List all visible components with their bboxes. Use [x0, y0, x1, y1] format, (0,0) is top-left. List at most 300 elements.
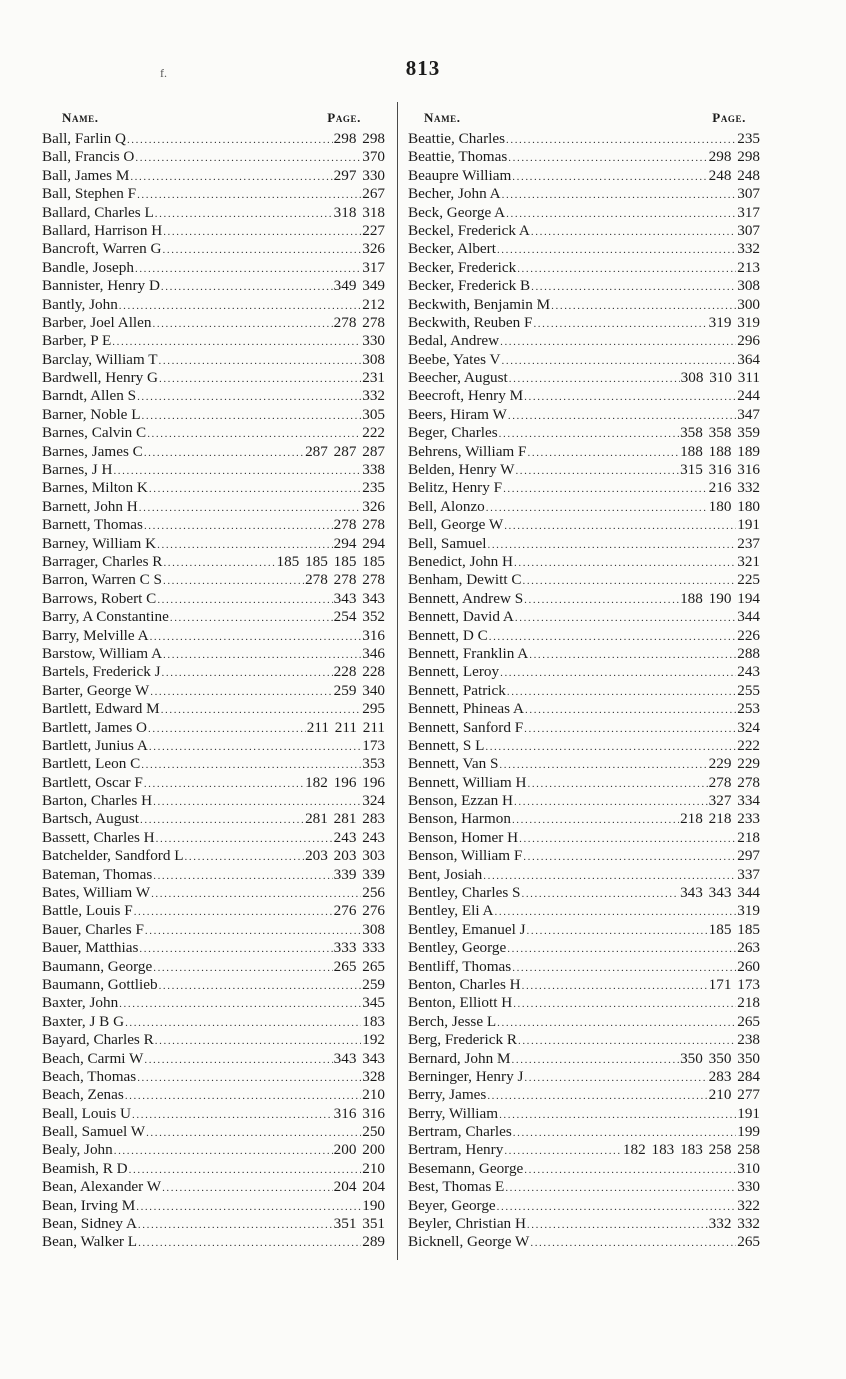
- index-entry: [42, 553, 385, 571]
- entry-pages: 330: [737, 1178, 760, 1196]
- dot-leader: [497, 1198, 737, 1216]
- dot-leader: [148, 720, 306, 738]
- index-entry: [42, 829, 385, 847]
- entry-name: Benham, Dewitt C: [408, 571, 522, 589]
- dot-leader: [162, 664, 333, 682]
- entry-pages: 346: [362, 644, 385, 662]
- entry-name: Belden, Henry W: [408, 461, 515, 479]
- entry-name: Bennett, Leroy: [408, 663, 500, 681]
- dot-leader: [135, 260, 361, 278]
- entry-name: Barclay, William T: [42, 350, 158, 368]
- index-entry: [408, 792, 760, 810]
- index-entry: [42, 314, 385, 332]
- dot-leader: [486, 499, 708, 517]
- dot-leader: [153, 867, 332, 885]
- dot-leader: [485, 738, 736, 756]
- entry-name: Beall, Samuel W: [42, 1123, 146, 1141]
- entry-pages: 238: [737, 1031, 760, 1049]
- column-divider: [397, 102, 398, 1260]
- index-column-left: [42, 104, 385, 1252]
- entry-pages: 294 294: [333, 534, 385, 552]
- entry-pages: 185 185: [708, 920, 760, 938]
- index-entry: [408, 645, 760, 663]
- entry-name: Bartels, Frederick J: [42, 663, 161, 681]
- entry-name: Beattie, Thomas: [408, 148, 508, 166]
- dot-leader: [503, 480, 708, 498]
- index-entry: [408, 810, 760, 828]
- dot-leader: [163, 241, 362, 259]
- entry-name: Ball, Francis O: [42, 148, 135, 166]
- index-entry: [408, 387, 760, 405]
- index-entry: [42, 939, 385, 957]
- index-entry: [408, 535, 760, 553]
- dot-leader: [163, 554, 275, 572]
- index-entry: [42, 700, 385, 718]
- entry-name: Becker, Albert: [408, 240, 496, 258]
- dot-leader: [509, 370, 680, 388]
- entry-name: Barnes, Calvin C: [42, 424, 147, 442]
- entry-pages: 253: [737, 700, 760, 718]
- entry-name: Berninger, Henry J: [408, 1067, 524, 1085]
- dot-leader: [139, 940, 332, 958]
- index-entries-left: [42, 130, 385, 1252]
- index-entry: [408, 939, 760, 957]
- index-entry: [408, 682, 760, 700]
- entry-name: Ball, Farlin Q: [42, 130, 126, 147]
- dot-leader: [125, 1087, 361, 1105]
- dot-leader: [119, 297, 361, 315]
- entry-pages: 191: [737, 1104, 760, 1122]
- index-entry: [408, 902, 760, 920]
- entry-name: Beecher, August: [408, 369, 508, 387]
- entry-name: Barry, A Constantine: [42, 608, 169, 626]
- index-entry: [42, 1215, 385, 1233]
- entry-pages: 276 276: [333, 902, 385, 920]
- entry-pages: 226: [737, 626, 760, 644]
- index-entry: [408, 369, 760, 387]
- dot-leader: [499, 1106, 736, 1124]
- entry-pages: 218 218 233: [680, 810, 760, 828]
- entry-pages: 288: [737, 644, 760, 662]
- dot-leader: [512, 168, 707, 186]
- entry-pages: 370: [362, 148, 385, 166]
- dot-leader: [132, 1106, 333, 1124]
- index-entries-right: [408, 130, 760, 1252]
- entry-pages: 321: [737, 552, 760, 570]
- index-column-right: [408, 104, 760, 1252]
- index-entry: [408, 737, 760, 755]
- entry-pages: 225: [737, 571, 760, 589]
- entry-name: Bertram, Henry: [408, 1141, 504, 1159]
- entry-pages: 350 350 350: [680, 1049, 760, 1067]
- dot-leader: [155, 205, 333, 223]
- entry-name: Baxter, J B G: [42, 1012, 125, 1030]
- dot-leader: [487, 1087, 707, 1105]
- dot-leader: [521, 885, 679, 903]
- entry-pages: 307: [737, 221, 760, 239]
- entry-pages: 212: [362, 295, 385, 313]
- index-entry: [42, 369, 385, 387]
- entry-name: Bates, William W: [42, 884, 151, 902]
- entry-name: Benton, Charles H: [408, 975, 521, 993]
- entry-name: Behrens, William F: [408, 442, 527, 460]
- dot-leader: [513, 1124, 736, 1142]
- entry-name: Beecroft, Henry M: [408, 387, 524, 405]
- index-entry: [408, 1233, 760, 1251]
- entry-pages: 317: [362, 258, 385, 276]
- entry-pages: 265 265: [333, 957, 385, 975]
- dot-leader: [551, 297, 736, 315]
- column-header-name: Name.: [424, 110, 461, 125]
- index-entry: [408, 663, 760, 681]
- entry-name: Becher, John A: [408, 185, 501, 203]
- entry-name: Ball, Stephen F: [42, 185, 137, 203]
- dot-leader: [518, 1032, 736, 1050]
- entry-name: Baumann, George: [42, 957, 153, 975]
- index-entry: [408, 185, 760, 203]
- entry-name: Bassett, Charles H: [42, 828, 155, 846]
- entry-name: Bean, Walker L: [42, 1233, 138, 1251]
- index-entry: [42, 204, 385, 222]
- entry-name: Beattie, Charles: [408, 130, 505, 147]
- dot-leader: [506, 131, 736, 149]
- dot-leader: [489, 628, 736, 646]
- dot-leader: [512, 959, 736, 977]
- dot-leader: [522, 572, 736, 590]
- entry-name: Bennett, William H: [408, 773, 527, 791]
- entry-pages: 278 278: [333, 313, 385, 331]
- dot-leader: [530, 1234, 736, 1252]
- dot-leader: [527, 922, 708, 940]
- index-entry: [42, 1160, 385, 1178]
- entry-name: Bentliff, Thomas: [408, 957, 512, 975]
- entry-name: Barry, Melville A: [42, 626, 149, 644]
- entry-pages: 204 204: [333, 1178, 385, 1196]
- entry-pages: 222: [362, 424, 385, 442]
- index-entry: [42, 608, 385, 626]
- entry-pages: 200 200: [333, 1141, 385, 1159]
- entry-pages: 259: [362, 975, 385, 993]
- entry-pages: 333 333: [333, 939, 385, 957]
- dot-leader: [513, 995, 736, 1013]
- index-entry: [42, 810, 385, 828]
- entry-pages: 213: [737, 258, 760, 276]
- entry-pages: 345: [362, 994, 385, 1012]
- entry-pages: 278 278: [333, 516, 385, 534]
- index-entry: [408, 719, 760, 737]
- entry-name: Bentley, Eli A: [408, 902, 494, 920]
- index-entry: [42, 1123, 385, 1141]
- entry-pages: 328: [362, 1067, 385, 1085]
- entry-name: Berch, Jesse L: [408, 1012, 497, 1030]
- stray-mark: f.: [160, 66, 167, 80]
- index-entry: [42, 719, 385, 737]
- entry-name: Bentley, Emanuel J: [408, 920, 526, 938]
- entry-pages: 322: [737, 1196, 760, 1214]
- entry-pages: 324: [362, 792, 385, 810]
- column-header: [408, 104, 760, 126]
- index-entry: [42, 424, 385, 442]
- dot-leader: [495, 903, 737, 921]
- entry-pages: 211 211 211: [306, 718, 385, 736]
- dot-leader: [149, 480, 361, 498]
- entry-name: Belitz, Henry F: [408, 479, 503, 497]
- entry-name: Bardwell, Henry G: [42, 369, 158, 387]
- entry-pages: 308: [362, 350, 385, 368]
- index-entry: [408, 1068, 760, 1086]
- index-entry: [42, 1197, 385, 1215]
- entry-name: Barnes, James C: [42, 442, 143, 460]
- dot-leader: [483, 867, 736, 885]
- index-entry: [408, 1105, 760, 1123]
- index-entry: [42, 958, 385, 976]
- dot-leader: [529, 646, 736, 664]
- dot-leader: [524, 388, 736, 406]
- index-entry: [42, 185, 385, 203]
- dot-leader: [138, 1234, 361, 1252]
- entry-pages: 298 298: [333, 130, 385, 147]
- entry-pages: 343 343: [333, 1049, 385, 1067]
- entry-name: Bennett, Phineas A: [408, 700, 525, 718]
- entry-pages: 317: [737, 203, 760, 221]
- entry-pages: 289: [362, 1233, 385, 1251]
- index-entry: [408, 1050, 760, 1068]
- entry-name: Bartsch, August: [42, 810, 140, 828]
- entry-name: Becker, Frederick B: [408, 277, 531, 295]
- dot-leader: [512, 1051, 680, 1069]
- dot-leader: [531, 278, 736, 296]
- index-entry: [42, 1031, 385, 1049]
- entry-name: Bennett, Andrew S: [408, 589, 524, 607]
- entry-name: Barron, Warren C S: [42, 571, 162, 589]
- index-entry: [42, 516, 385, 534]
- entry-pages: 173: [362, 736, 385, 754]
- index-entry: [408, 1160, 760, 1178]
- entry-pages: 237: [737, 534, 760, 552]
- entry-pages: 326: [362, 497, 385, 515]
- dot-leader: [502, 186, 737, 204]
- entry-pages: 182 196 196: [305, 773, 385, 791]
- entry-pages: 180 180: [708, 497, 760, 515]
- index-entry: [408, 755, 760, 773]
- entry-name: Bartlett, Junius A: [42, 736, 148, 754]
- entry-name: Bean, Alexander W: [42, 1178, 162, 1196]
- entry-name: Barrager, Charles R: [42, 552, 163, 570]
- dot-leader: [487, 536, 736, 554]
- dot-leader: [134, 903, 333, 921]
- index-entry: [42, 994, 385, 1012]
- entry-pages: 227: [362, 221, 385, 239]
- entry-name: Beck, George A: [408, 203, 506, 221]
- dot-leader: [506, 205, 736, 223]
- entry-pages: 235: [362, 479, 385, 497]
- index-entry: [408, 884, 760, 902]
- entry-pages: 244: [737, 387, 760, 405]
- dot-leader: [170, 609, 333, 627]
- entry-name: Bannister, Henry D: [42, 277, 160, 295]
- entry-name: Bennett, Franklin A: [408, 644, 529, 662]
- dot-leader: [507, 940, 736, 958]
- dot-leader: [135, 149, 361, 167]
- dot-leader: [161, 278, 333, 296]
- entry-name: Ballard, Harrison H: [42, 221, 163, 239]
- index-entry: [408, 240, 760, 258]
- entry-name: Bennett, Patrick: [408, 681, 506, 699]
- entry-name: Bell, Alonzo: [408, 497, 485, 515]
- index-entry: [42, 259, 385, 277]
- dot-leader: [161, 701, 362, 719]
- dot-leader: [497, 241, 736, 259]
- entry-pages: 358 358 359: [680, 424, 760, 442]
- index-entry: [408, 351, 760, 369]
- index-entry: [408, 148, 760, 166]
- entry-pages: 297: [737, 847, 760, 865]
- entry-name: Beall, Louis U: [42, 1104, 132, 1122]
- entry-name: Beckwith, Reuben F: [408, 313, 533, 331]
- entry-pages: 318 318: [333, 203, 385, 221]
- entry-name: Berg, Frederick R: [408, 1031, 517, 1049]
- entry-pages: 283 284: [708, 1067, 760, 1085]
- entry-pages: 263: [737, 939, 760, 957]
- entry-pages: 337: [737, 865, 760, 883]
- index-entry: [408, 608, 760, 626]
- entry-name: Bartlett, Leon C: [42, 755, 141, 773]
- dot-leader: [159, 977, 362, 995]
- entry-pages: 281 281 283: [305, 810, 385, 828]
- index-entry: [408, 296, 760, 314]
- entry-name: Bennett, D C: [408, 626, 488, 644]
- entry-name: Beyler, Christian H: [408, 1215, 526, 1233]
- entry-name: Bantly, John: [42, 295, 118, 313]
- dot-leader: [151, 885, 361, 903]
- index-entry: [408, 994, 760, 1012]
- dot-leader: [142, 407, 362, 425]
- index-entry: [408, 443, 760, 461]
- index-entry: [42, 443, 385, 461]
- entry-name: Beyer, George: [408, 1196, 496, 1214]
- index-entry: [42, 1105, 385, 1123]
- entry-pages: 188 190 194: [680, 589, 760, 607]
- entry-pages: 319 319: [708, 313, 760, 331]
- dot-leader: [144, 517, 333, 535]
- index-entry: [408, 516, 760, 534]
- index-entry: [42, 682, 385, 700]
- dot-leader: [508, 149, 707, 167]
- dot-leader: [156, 830, 333, 848]
- entry-pages: 332: [737, 240, 760, 258]
- entry-pages: 307: [737, 185, 760, 203]
- entry-name: Bennett, Sanford F: [408, 718, 524, 736]
- entry-name: Becker, Frederick: [408, 258, 517, 276]
- entry-pages: 203 203 303: [305, 847, 385, 865]
- entry-name: Bent, Josiah: [408, 865, 483, 883]
- entry-pages: 353: [362, 755, 385, 773]
- entry-pages: 171 173: [708, 975, 760, 993]
- dot-leader: [139, 499, 361, 517]
- dot-leader: [522, 977, 708, 995]
- entry-pages: 190: [362, 1196, 385, 1214]
- entry-name: Battle, Louis F: [42, 902, 133, 920]
- index-entry: [42, 627, 385, 645]
- index-entry: [42, 1068, 385, 1086]
- entry-pages: 316 316: [333, 1104, 385, 1122]
- entry-pages: 364: [737, 350, 760, 368]
- entry-pages: 183: [362, 1012, 385, 1030]
- index-entry: [42, 277, 385, 295]
- entry-pages: 327 334: [708, 792, 760, 810]
- entry-pages: 310: [737, 1159, 760, 1177]
- entry-pages: 278 278: [708, 773, 760, 791]
- entry-pages: 210: [362, 1086, 385, 1104]
- dot-leader: [146, 1124, 361, 1142]
- entry-name: Beach, Carmi W: [42, 1049, 144, 1067]
- dot-leader: [531, 223, 736, 241]
- entry-name: Beamish, R D: [42, 1159, 128, 1177]
- index-entry: [408, 627, 760, 645]
- index-entry: [408, 847, 760, 865]
- entry-name: Ballard, Charles L: [42, 203, 154, 221]
- entry-pages: 222: [737, 736, 760, 754]
- index-entry: [42, 387, 385, 405]
- dot-leader: [523, 848, 736, 866]
- index-entry: [42, 737, 385, 755]
- entry-name: Barnett, Thomas: [42, 516, 143, 534]
- entry-pages: 199: [737, 1123, 760, 1141]
- dot-leader: [113, 462, 361, 480]
- index-entry: [408, 553, 760, 571]
- dot-leader: [155, 1032, 361, 1050]
- entry-name: Berry, William: [408, 1104, 499, 1122]
- entry-name: Barber, P E: [42, 332, 112, 350]
- entry-pages: 210: [362, 1159, 385, 1177]
- entry-pages: 218: [737, 828, 760, 846]
- entry-pages: 296: [737, 332, 760, 350]
- entry-name: Beers, Hiram W: [408, 405, 507, 423]
- index-entry: [42, 535, 385, 553]
- dot-leader: [512, 811, 679, 829]
- entry-name: Ball, James M: [42, 166, 130, 184]
- index-entry: [408, 958, 760, 976]
- index-entry: [42, 1233, 385, 1251]
- index-entry: [408, 1031, 760, 1049]
- entry-name: Barnes, J H: [42, 461, 113, 479]
- entry-pages: 319: [737, 902, 760, 920]
- index-entry: [408, 479, 760, 497]
- dot-leader: [141, 756, 361, 774]
- dot-leader: [517, 260, 736, 278]
- entry-pages: 308: [362, 920, 385, 938]
- dot-leader: [153, 793, 361, 811]
- dot-leader: [119, 995, 361, 1013]
- dot-leader: [524, 1161, 736, 1179]
- entry-name: Besemann, George: [408, 1159, 524, 1177]
- entry-name: Bedal, Andrew: [408, 332, 500, 350]
- entry-pages: 330: [362, 332, 385, 350]
- entry-pages: 278 278 278: [305, 571, 385, 589]
- index-entry: [42, 479, 385, 497]
- entry-pages: 351 351: [333, 1215, 385, 1233]
- entry-pages: 332 332: [708, 1215, 760, 1233]
- entry-name: Benson, Ezzan H: [408, 792, 514, 810]
- entry-pages: 297 330: [333, 166, 385, 184]
- entry-name: Barney, William K: [42, 534, 157, 552]
- index-entry: [42, 1050, 385, 1068]
- entry-pages: 332: [362, 387, 385, 405]
- index-entry: [42, 222, 385, 240]
- dot-leader: [500, 664, 736, 682]
- entry-pages: 343 343 344: [680, 884, 760, 902]
- dot-leader: [157, 536, 333, 554]
